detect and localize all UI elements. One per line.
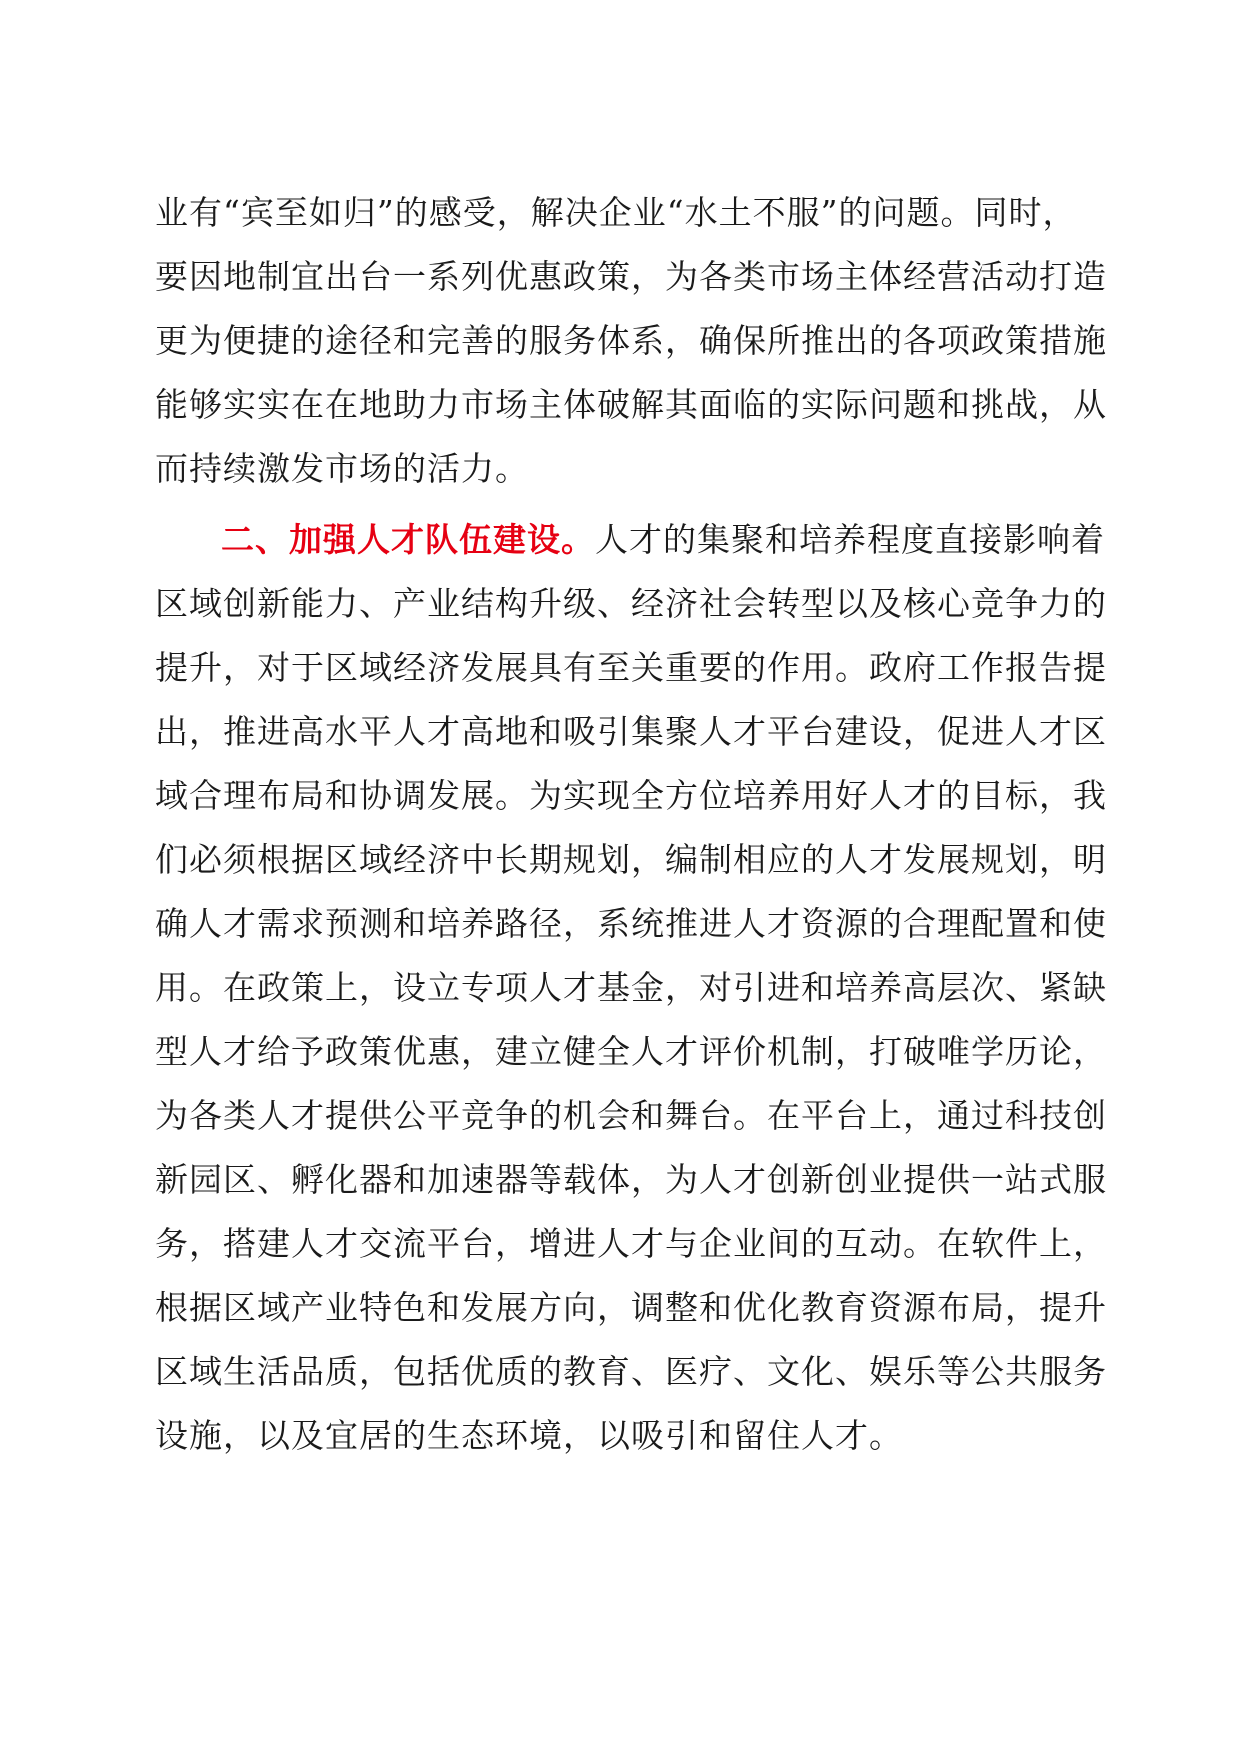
paragraph-line: 出，推进高水平人才高地和吸引集聚人才平台建设，促进人才区: [155, 712, 1107, 751]
paragraph-text: 人才的集聚和培养程度直接影响着: [595, 520, 1105, 559]
paragraph-line: 要因地制宜出台一系列优惠政策，为各类市场主体经营活动打造: [155, 257, 1107, 296]
paragraph-line: 型人才给予政策优惠，建立健全人才评价机制，打破唯学历论，: [155, 1032, 1107, 1071]
paragraph-line: 能够实实在在地助力市场主体破解其面临的实际问题和挑战，从: [155, 385, 1107, 424]
paragraph-line: 业有“宾至如归”的感受，解决企业“水土不服”的问题。同时，: [155, 193, 1077, 232]
paragraph-line: 区域创新能力、产业结构升级、经济社会转型以及核心竞争力的: [155, 584, 1107, 623]
paragraph-line: 为各类人才提供公平竞争的机会和舞台。在平台上，通过科技创: [155, 1096, 1107, 1135]
section-heading: 二、加强人才队伍建设。: [221, 520, 595, 559]
paragraph-line: 务，搭建人才交流平台，增进人才与企业间的互动。在软件上，: [155, 1224, 1107, 1263]
paragraph-line: 而持续激发市场的活力。: [155, 449, 529, 488]
paragraph-line: 用。在政策上，设立专项人才基金，对引进和培养高层次、紧缺: [155, 968, 1107, 1007]
paragraph-line: 设施，以及宜居的生态环境，以吸引和留住人才。: [155, 1416, 903, 1455]
paragraph-line: 们必须根据区域经济中长期规划，编制相应的人才发展规划，明: [155, 840, 1107, 879]
paragraph-line: 根据区域产业特色和发展方向，调整和优化教育资源布局，提升: [155, 1288, 1107, 1327]
paragraph-talent-team: [155, 508, 1107, 1468]
paragraph-first-line: [155, 508, 1105, 572]
paragraph-line: 域合理布局和协调发展。为实现全方位培养用好人才的目标，我: [155, 776, 1107, 815]
paragraph-line: 更为便捷的途径和完善的服务体系，确保所推出的各项政策措施: [155, 321, 1107, 360]
paragraph-line: 确人才需求预测和培养路径，系统推进人才资源的合理配置和使: [155, 904, 1107, 943]
paragraph-line: 区域生活品质，包括优质的教育、医疗、文化、娱乐等公共服务: [155, 1352, 1107, 1391]
paragraph-continued: [155, 181, 1107, 501]
paragraph-line: 新园区、孵化器和加速器等载体，为人才创新创业提供一站式服: [155, 1160, 1107, 1199]
paragraph-line: 提升，对于区域经济发展具有至关重要的作用。政府工作报告提: [155, 648, 1107, 687]
